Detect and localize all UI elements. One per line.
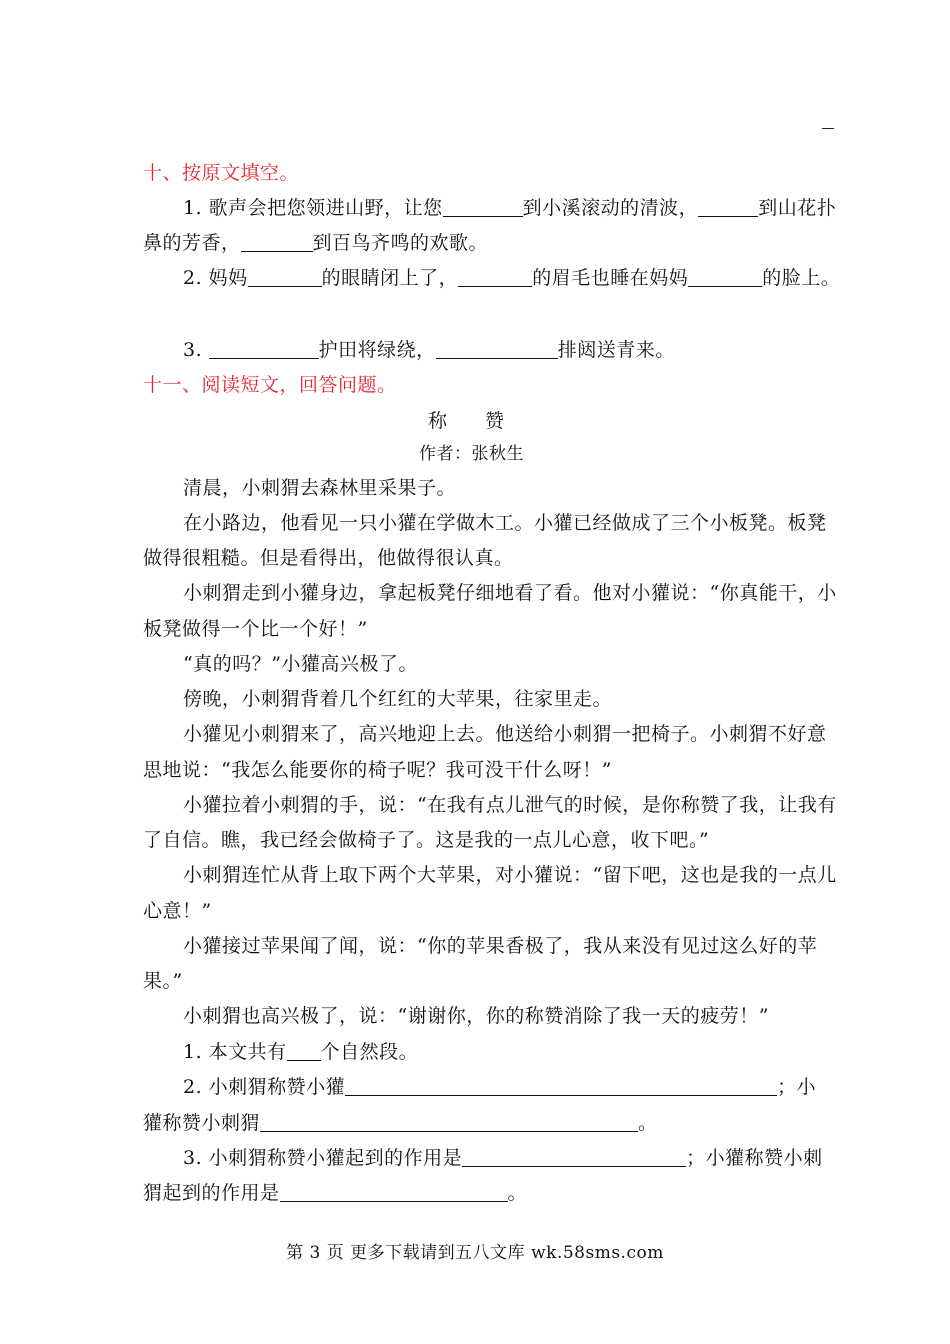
answer-blank[interactable] <box>462 1146 686 1167</box>
answer-blank[interactable] <box>209 338 319 359</box>
s11-q2-line1: 2. 小刺猬称赞小獾 ；小 <box>183 1076 817 1098</box>
passage-paragraph: 小獾接过苹果闻了闻，说：“你的苹果香极了，我从来没有见过这么好的苹 <box>183 935 818 957</box>
answer-blank[interactable] <box>241 231 313 252</box>
answer-blank[interactable] <box>436 338 558 359</box>
s11-q1: 1. 本文共有 个自然段。 <box>183 1041 419 1063</box>
s11-q2-line2: 獾称赞小刺猬 。 <box>143 1112 658 1134</box>
answer-blank[interactable] <box>345 1075 777 1096</box>
section11-heading: 十一、阅读短文，回答问题。 <box>143 374 397 396</box>
s10-q3: 3. 护田将绿绕， 排闼送青来。 <box>183 339 675 361</box>
passage-title: 称赞 <box>428 410 543 432</box>
passage-paragraph-cont: 做得很粗糙。但是看得出，他做得很认真。 <box>143 547 514 569</box>
passage-paragraph: “真的吗？”小獾高兴极了。 <box>183 653 418 675</box>
passage-paragraph-cont: 心意！” <box>143 900 212 922</box>
passage-paragraph: 小獾拉着小刺猬的手，说：“在我有点儿泄气的时候，是你称赞了我，让我有 <box>183 794 837 816</box>
passage-paragraph: 在小路边，他看见一只小獾在学做木工。小獾已经做成了三个小板凳。板凳 <box>183 512 827 534</box>
answer-blank[interactable] <box>248 266 322 287</box>
passage-paragraph-cont: 板凳做得一个比一个好！” <box>143 618 368 640</box>
answer-blank[interactable] <box>287 1040 321 1061</box>
answer-blank[interactable] <box>458 266 532 287</box>
answer-blank[interactable] <box>280 1181 508 1202</box>
passage-author: 作者：张秋生 <box>419 444 524 464</box>
page-footer: 第 3 页 更多下载请到五八文库 wk.58sms.com <box>286 1243 664 1263</box>
s10-q2: 2. 妈妈 的眼睛闭上了， 的眉毛也睡在妈妈 的脸上。 <box>183 267 841 289</box>
passage-paragraph: 小獾见小刺猬来了，高兴地迎上去。他送给小刺猬一把椅子。小刺猬不好意 <box>183 723 827 745</box>
section10-heading: 十、按原文填空。 <box>143 162 300 184</box>
s11-q3-line2: 猬起到的作用是 。 <box>143 1182 528 1204</box>
passage-paragraph: 傍晚，小刺猬背着几个红红的大苹果，往家里走。 <box>183 688 613 710</box>
answer-blank[interactable] <box>688 266 762 287</box>
passage-paragraph-cont: 了自信。瞧，我已经会做椅子了。这是我的一点儿心意，收下吧。” <box>143 829 710 851</box>
s10-q1-line2: 鼻的芳香， 到百鸟齐鸣的欢歌。 <box>143 232 489 254</box>
header-dash <box>822 128 834 129</box>
s11-q3-line1: 3. 小刺猬称赞小獾起到的作用是 ；小獾称赞小刺 <box>183 1147 823 1169</box>
s10-q1-line1: 1. 歌声会把您领进山野，让您 到小溪滚动的清波， 到山花扑 <box>183 197 837 219</box>
passage-paragraph: 清晨，小刺猬去森林里采果子。 <box>183 477 457 499</box>
passage-paragraph: 小刺猬走到小獾身边，拿起板凳仔细地看了看。他对小獾说：“你真能干，小 <box>183 582 837 604</box>
passage-paragraph: 小刺猬连忙从背上取下两个大苹果，对小獾说：“留下吧，这也是我的一点儿 <box>183 864 837 886</box>
answer-blank[interactable] <box>260 1111 638 1132</box>
answer-blank[interactable] <box>443 196 523 217</box>
passage-paragraph: 小刺猬也高兴极了，说：“谢谢你，你的称赞消除了我一天的疲劳！” <box>183 1005 769 1027</box>
answer-blank[interactable] <box>698 196 758 217</box>
passage-paragraph-cont: 果。” <box>143 970 183 992</box>
passage-paragraph-cont: 思地说：“我怎么能要你的椅子呢？我可没干什么呀！” <box>143 759 612 781</box>
